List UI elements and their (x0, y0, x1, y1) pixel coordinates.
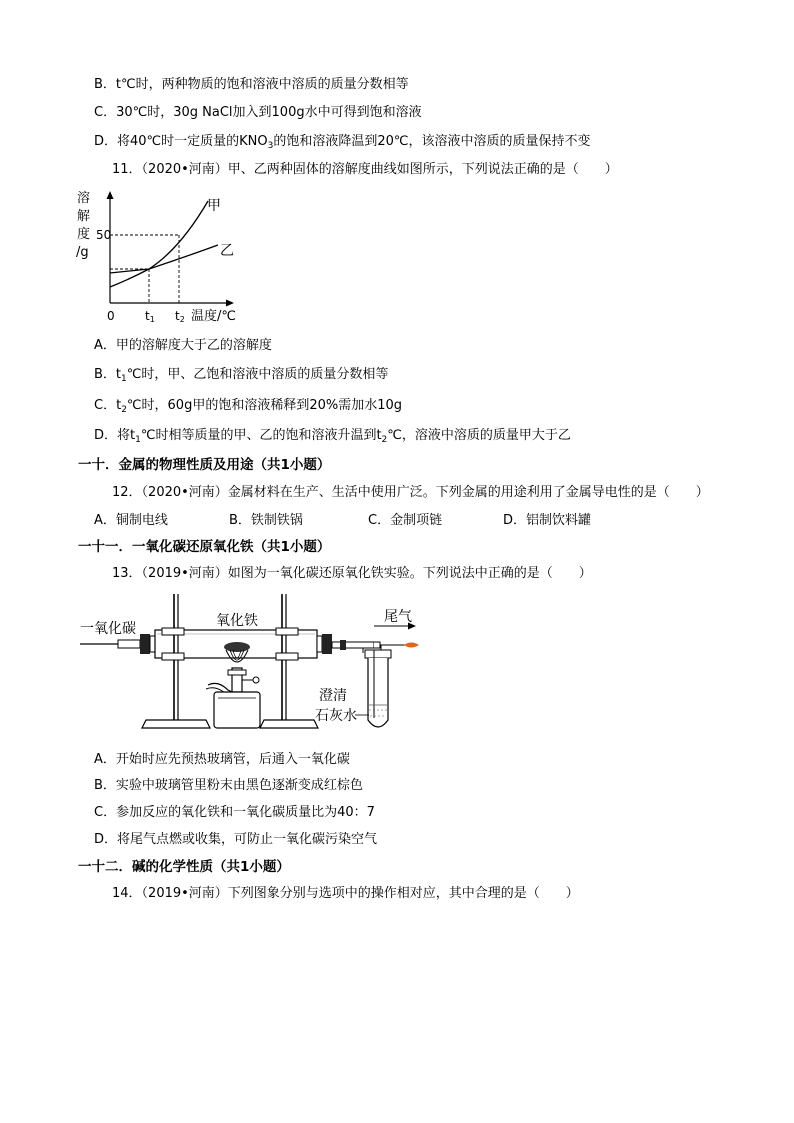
graph-ylabel-4: /g (76, 245, 89, 260)
q11-stem: 11．（2020•河南）甲、乙两种固体的溶解度曲线如图所示，下列说法正确的是（ ） (112, 162, 618, 177)
q10-option-b: B．t℃时，两种物质的饱和溶液中溶质的质量分数相等 (94, 77, 409, 92)
section-title-12: 一十二．碱的化学性质（共1小题） (78, 859, 290, 875)
label-co: 一氧化碳 (80, 621, 136, 637)
graph-x-tick-t2: t2 (175, 309, 185, 324)
graph-y-arrow (107, 191, 114, 199)
graph-ylabel-3: 度 (77, 227, 91, 242)
co-reduction-apparatus (78, 590, 423, 740)
solubility-curve-graph (70, 185, 250, 330)
q14-stem: 14．（2019•河南）下列图象分别与选项中的操作相对应，其中合理的是（ ） (112, 886, 579, 901)
q12-option-b: B．铁制铁锅 (229, 513, 303, 528)
q11-option-b: B．$t_1℃$时，甲、乙饱和溶液中溶质的质量分数相等 (94, 367, 389, 384)
flame (404, 643, 419, 648)
graph-label-yi: 乙 (220, 243, 234, 259)
q11-option-c: C．$t_2℃$时，60g甲的饱和溶液稀释到20%需加水10g (94, 398, 403, 415)
section-title-11: 一十一．一氧化碳还原氧化铁（共1小题） (78, 539, 331, 555)
q13-option-a: A．开始时应先预热玻璃管，后通入一氧化碳 (94, 752, 350, 767)
graph-y-tick-50: 50 (96, 228, 112, 242)
q12-option-a: A．铜制电线 (94, 513, 168, 528)
q10-option-d: D．将40℃时一定质量的$KNO_3$的饱和溶液降温到20℃，该溶液中溶质的质量保持不变 (94, 134, 591, 151)
q13-option-d: D．将尾气点燃或收集，可防止一氧化碳污染空气 (94, 832, 378, 847)
label-limewater-1: 澄清 (319, 688, 347, 704)
q10-option-c: C．30℃时，30g NaCl加入到100g水中可得到饱和溶液 (94, 105, 422, 120)
q12-option-d: D．铝制饮料罐 (503, 513, 592, 528)
graph-x-tick-t1: t1 (145, 309, 155, 324)
q13-stem: 13．（2019•河南）如图为一氧化碳还原氧化铁实验。下列说法中正确的是（ ） (112, 566, 592, 581)
graph-x-arrow (226, 300, 234, 307)
label-limewater-2: 石灰水 (315, 708, 357, 724)
graph-label-jia: 甲 (207, 198, 221, 214)
graph-xlabel: 温度/℃ (191, 309, 236, 324)
label-tail-gas: 尾气 (384, 609, 412, 625)
q11-option-a: A．甲的溶解度大于乙的溶解度 (94, 338, 272, 353)
label-iron-oxide: 氧化铁 (216, 613, 258, 629)
q13-option-b: B．实验中玻璃管里粉末由黑色逐渐变成红棕色 (94, 778, 363, 793)
q11-option-d: D．将$t_1℃$时相等质量的甲、乙的饱和溶液升温到$t_2℃$，溶液中溶质的质量甲大于乙 (94, 428, 571, 445)
graph-ylabel-2: 解 (77, 209, 91, 224)
graph-ylabel-1: 溶 (77, 191, 91, 206)
q12-option-c: C．金制项链 (368, 513, 443, 528)
section-title-10: 一十．金属的物理性质及用途（共1小题） (78, 457, 331, 473)
graph-origin: 0 (107, 309, 115, 323)
q13-option-c: C．参加反应的氧化铁和一氧化碳质量比为40：7 (94, 805, 375, 820)
q12-stem: 12．（2020•河南）金属材料在生产、生活中使用广泛。下列金属的用途利用了金属导电性的是（ ） (112, 485, 709, 500)
curve-jia (110, 201, 208, 287)
